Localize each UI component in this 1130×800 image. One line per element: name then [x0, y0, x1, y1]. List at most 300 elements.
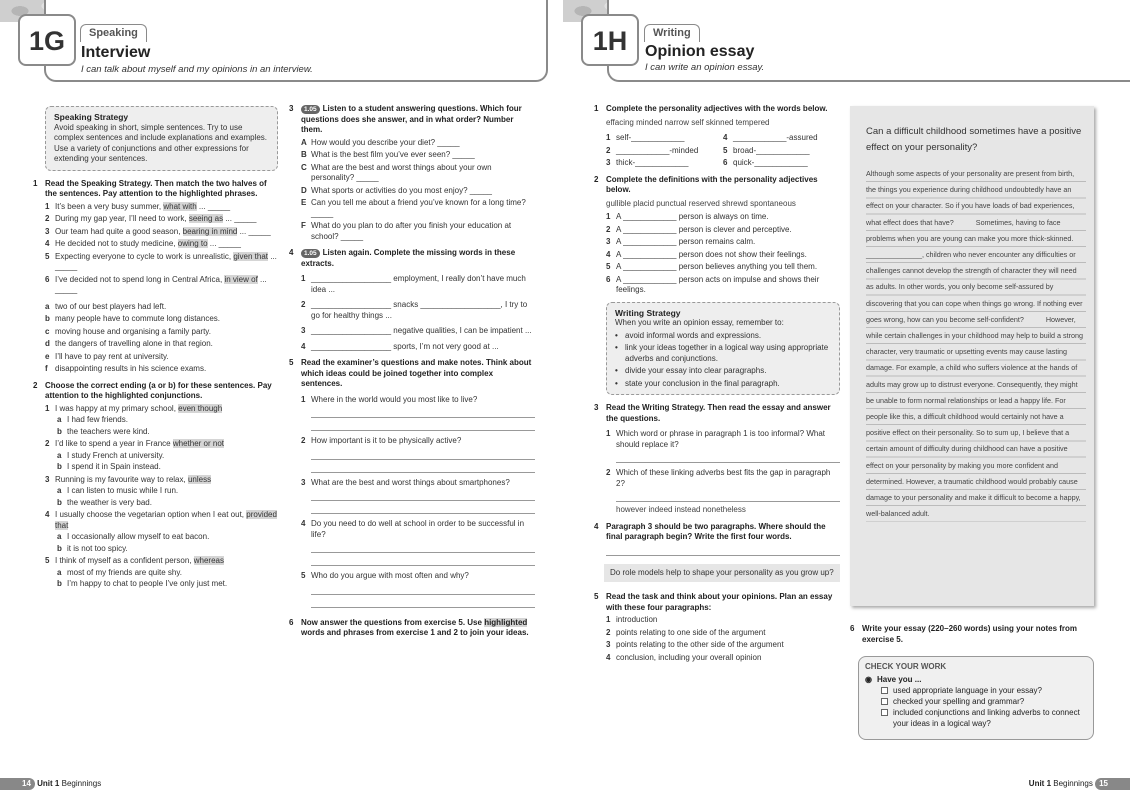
page-subtitle-right: I can write an opinion essay.	[645, 62, 765, 73]
list-item	[301, 186, 535, 197]
item-number: 6	[606, 274, 611, 284]
exercise-instruction: Read the task and think about your opinions. Plan an essay with these four paragraphs:	[606, 592, 833, 612]
item-text	[55, 239, 241, 250]
checklist-item[interactable]	[881, 707, 1085, 729]
item-number: 1	[301, 274, 306, 283]
footer-right	[1029, 778, 1130, 790]
writing-exercise-4	[594, 522, 840, 556]
exercise-instruction: Listen to a student answering questions. Which four questions does she answer, and in what order? Number them.	[301, 104, 522, 134]
item-text: What do you plan to do after you finish your education at school? _____	[311, 221, 512, 241]
model-essay	[850, 106, 1094, 606]
item-text: points relating to the other side of the argument	[616, 640, 784, 649]
list-item	[45, 475, 279, 486]
list-item	[606, 237, 840, 248]
exercise-instruction: Paragraph 3 should be two paragraphs. Where should the final paragraph begin? Write the first four words.	[606, 521, 826, 541]
exercise-number: 2	[594, 174, 599, 184]
item-number: a	[45, 301, 50, 311]
list-item	[45, 327, 279, 338]
item-number: 2	[606, 224, 611, 234]
item-text: self-____________	[616, 133, 685, 142]
checkbox[interactable]	[881, 698, 888, 705]
item-text: ____________-minded	[616, 145, 699, 155]
option-letter: b	[57, 543, 62, 553]
option-a[interactable]	[45, 532, 279, 543]
list-item	[45, 339, 279, 350]
list-item	[301, 150, 535, 161]
option-letter: a	[57, 532, 62, 541]
list-item	[45, 314, 279, 325]
exercise-number: 1	[33, 178, 38, 188]
item-text	[55, 214, 256, 225]
list-item	[45, 439, 279, 450]
writing-strategy-intro: When you write an opinion essay, remember to:	[615, 318, 784, 327]
footer-left	[0, 778, 101, 790]
bullet-icon: •	[615, 343, 618, 352]
bullet-text: divide your essay into clear paragraphs.	[625, 366, 767, 375]
item-text: __________________ snacks __________________, I try to go for healthy things ...	[311, 300, 528, 320]
item-text: Which of these linking adverbs best fits the gap in paragraph 2?	[616, 468, 831, 488]
item-number: 6	[45, 274, 50, 284]
strategy-bullet	[615, 343, 831, 364]
exercise-2	[33, 381, 279, 590]
checkbox[interactable]	[881, 687, 888, 694]
item-number: 4	[301, 519, 306, 528]
page-title-right: Opinion essay	[645, 43, 755, 60]
checklist-text: used appropriate language in your essay?	[893, 686, 1042, 695]
list-item	[45, 239, 279, 250]
item-answer-blank[interactable]: ... _____	[196, 201, 231, 211]
item-text: moving house and organising a family party.	[55, 326, 211, 336]
item-text: Which word or phrase in paragraph 1 is too informal? What should replace it?	[616, 429, 825, 449]
item-text	[55, 556, 224, 567]
option-a[interactable]	[45, 415, 279, 426]
item-number: 4	[606, 652, 611, 662]
item-number: 3	[606, 640, 611, 649]
item-number: 2	[301, 300, 306, 309]
list-item	[606, 275, 840, 296]
writing-exercise-5	[594, 592, 840, 663]
item-text	[55, 202, 230, 213]
exercise-instruction: Choose the correct ending (a or b) for these sentences. Pay attention to the highlighted conjunctions.	[45, 380, 272, 400]
exercise-number: 5	[289, 358, 294, 367]
exercise-instruction: Read the Speaking Strategy. Then match the two halves of the sentences. Pay attention to the highlighted phrases.	[45, 178, 267, 198]
item-text	[55, 404, 222, 415]
item-text: A ____________ person is always on time.	[616, 212, 769, 221]
page-number: 15	[1095, 778, 1130, 790]
option-text: it is not too spicy.	[67, 543, 128, 553]
writing-exercise-3	[594, 403, 840, 516]
item-number: 6	[723, 158, 728, 167]
item-text: A ____________ person believes anything you tell them.	[616, 262, 818, 271]
exercise-instruction-start: Now answer the questions from exercise 5. Use	[301, 617, 485, 627]
item-text: __________________ employment, I really don’t have much idea ...	[311, 274, 526, 294]
highlighted-phrase: what with	[163, 201, 197, 211]
item-text: ____________-assured	[733, 133, 818, 142]
list-item	[301, 163, 535, 184]
item-text	[55, 275, 279, 296]
list-item	[45, 404, 279, 415]
option-text: I had few friends.	[67, 415, 128, 424]
exercise-5	[289, 358, 535, 608]
highlighted-conjunction: provided that	[55, 510, 277, 530]
answer-line[interactable]	[311, 553, 535, 566]
exercise-instruction: Read the Writing Strategy. Then read the essay and answer the questions.	[606, 403, 831, 423]
strategy-bullet	[615, 366, 831, 377]
writing-exercise-6	[850, 624, 1094, 645]
highlighted-conjunction: whether or not	[172, 439, 224, 448]
item-text: disappointing results in his science exams.	[55, 364, 207, 373]
item-text-start: Our team had quite a good season,	[55, 226, 183, 236]
footer-unit-name: Beginnings	[61, 779, 102, 788]
list-item	[45, 510, 279, 531]
item-text: many people have to commute long distances.	[55, 314, 220, 323]
list-item	[606, 225, 840, 236]
highlighted-phrase: seeing as	[188, 214, 224, 223]
item-text: conclusion, including your overall opinion	[616, 652, 762, 662]
item-text: Where in the world would you most like to live?	[311, 394, 478, 404]
item-number: B	[301, 150, 307, 159]
item-text-start: It’s been a very busy summer,	[55, 201, 164, 211]
item-text: the dangers of travelling alone in that region.	[55, 339, 213, 348]
item-answer-blank[interactable]: ... _____	[207, 239, 241, 248]
item-text: points relating to one side of the argument	[616, 627, 766, 637]
highlighted-phrase: owing to	[177, 239, 208, 248]
exercise-number: 3	[289, 104, 294, 113]
item-text: broad-____________	[733, 145, 810, 155]
speaking-strategy-text: Avoid speaking in short, simple sentences. Try to use complex sentences and include explanations and examples. Use a variety of conjunctions and other expressions for extending your sentences.	[54, 122, 268, 163]
item-number: 5	[723, 145, 728, 155]
list-item	[301, 342, 535, 353]
writing-exercise-2	[594, 175, 840, 296]
option-text: I spend it in Spain instead.	[67, 462, 161, 471]
list-item	[45, 302, 279, 313]
essay-prompt-box: Do role models help to shape your personality as you grow up?	[604, 564, 840, 583]
eye-icon: ◉	[865, 675, 872, 684]
highlighted-conjunction: unless	[187, 474, 212, 484]
answer-line[interactable]	[311, 418, 535, 431]
list-item	[301, 395, 535, 406]
item-text-start: Expecting everyone to cycle to work is unrealistic,	[55, 251, 234, 261]
option-b[interactable]	[45, 462, 279, 473]
item-text-start: I’ve decided not to spend long in Central Africa,	[55, 274, 225, 284]
item-number: 3	[606, 158, 611, 167]
writing-exercise-1	[594, 104, 840, 169]
list-item	[606, 429, 840, 450]
list-item	[45, 252, 279, 273]
list-item	[301, 519, 535, 540]
highlighted-word: highlighted	[484, 617, 528, 627]
item-number: 3	[45, 474, 50, 484]
option-a[interactable]	[45, 451, 279, 462]
highlighted-phrase: bearing in mind	[182, 226, 238, 236]
essay-paragraph-1: Although some aspects of your personality are present from birth, the things you experience during childhood undoubtedly have an effect on your character. So if you have loads of bad experiences, what effect does that have?	[866, 169, 1075, 227]
exercise-instruction: Complete the personality adjectives with the words below.	[606, 104, 828, 113]
item-text: Who do you argue with most often and why?	[311, 571, 469, 580]
item-text: A ____________ person remains calm.	[616, 237, 756, 246]
item-number: C	[301, 162, 307, 172]
item-text	[55, 475, 211, 486]
list-item	[301, 300, 535, 321]
option-letter: b	[57, 426, 62, 436]
item-text: __________________ negative qualities, I can be impatient ...	[311, 326, 532, 335]
item-number: 1	[606, 212, 611, 221]
exercise-number: 4	[289, 248, 294, 257]
list-item	[723, 133, 840, 144]
linking-adverb-options: however indeed instead nonetheless	[616, 505, 746, 514]
item-number: 5	[45, 556, 50, 565]
checklist-title: CHECK YOUR WORK	[865, 662, 947, 671]
item-number: e	[45, 351, 50, 361]
list-item	[606, 146, 723, 157]
item-text: two of our best players had left.	[55, 301, 167, 311]
list-item	[301, 138, 535, 149]
audio-track-badge[interactable]: 1.05	[301, 249, 320, 258]
exercise-number: 6	[850, 624, 855, 633]
item-number: 2	[606, 468, 611, 477]
highlighted-phrase: in view of	[224, 274, 258, 284]
answer-line[interactable]	[616, 489, 840, 502]
checklist-text: checked your spelling and grammar?	[893, 697, 1025, 706]
writing-strategy-box	[606, 302, 840, 396]
option-letter: a	[57, 567, 62, 577]
checkbox[interactable]	[881, 709, 888, 716]
list-item	[606, 468, 840, 489]
essay-paragraph-3: However, while certain challenges in your childhood may help to build a strong character, very traumatic or upsetting events may cause lasting damage. For example, a child who suffers violence at the hands of adults may grow up to distrust everyone. Consequently, they might be unable to form normal relationships or lead a happy life. For people like this, a difficult childhood would certainly not have a positive effect on their personality. So to sum up, I believe that a certain amount of difficulty during childhood can have a positive effect on your personality by making you more confident and determined. However, a traumatic childhood would probably cause damage to your personality and make it difficult to become a happy, well-balanced adult.	[866, 314, 1083, 519]
exercise-number: 5	[594, 592, 599, 601]
item-number: 1	[606, 615, 611, 624]
list-item	[606, 262, 840, 273]
list-item	[606, 212, 840, 223]
speaking-strategy-box	[45, 106, 278, 171]
item-text: quick-____________	[733, 158, 808, 167]
option-b[interactable]	[45, 498, 279, 509]
item-number: 4	[45, 510, 50, 519]
item-number: 2	[606, 145, 611, 155]
column-2	[289, 104, 535, 639]
item-text	[55, 252, 279, 273]
item-text	[55, 439, 224, 450]
checklist-item[interactable]	[881, 696, 1085, 707]
item-number: 4	[723, 133, 728, 142]
bullet-icon: •	[615, 330, 618, 340]
item-number: 2	[301, 436, 306, 445]
item-number: D	[301, 185, 307, 195]
checklist-text: included conjunctions and linking adverbs to connect your ideas in a logical way?	[893, 708, 1080, 728]
list-item	[45, 275, 279, 296]
item-text-start: Running is my favourite way to relax,	[55, 474, 188, 484]
strategy-bullet	[615, 331, 831, 342]
list-item	[45, 364, 279, 375]
item-number: 5	[606, 262, 611, 271]
option-b[interactable]	[45, 579, 279, 590]
exercise-3	[289, 104, 535, 242]
list-item	[301, 436, 535, 447]
bullet-text: link your ideas together in a logical way using appropriate adverbs and conjunctions.	[625, 343, 829, 363]
item-number: d	[45, 339, 50, 348]
list-item	[45, 214, 279, 225]
bullet-icon: •	[615, 366, 618, 375]
exercise-number: 4	[594, 521, 599, 531]
option-letter: b	[57, 462, 62, 471]
highlighted-conjunction: even though	[178, 403, 223, 413]
lesson-code-left: 1G	[18, 14, 76, 66]
exercise-instruction-end: words and phrases from exercise 1 and 2 to join your ideas.	[301, 628, 529, 637]
item-text: thick-____________	[616, 158, 689, 167]
bullet-text: state your conclusion in the final paragraph.	[625, 378, 780, 388]
list-item	[301, 198, 535, 219]
option-text: most of my friends are quite shy.	[67, 567, 183, 577]
answer-line[interactable]	[311, 405, 535, 418]
list-item	[606, 628, 840, 639]
answer-line[interactable]	[311, 501, 535, 514]
item-number: E	[301, 198, 307, 207]
exercise-4	[289, 248, 535, 352]
option-a[interactable]	[45, 486, 279, 497]
item-text: What are the best and worst things about smartphones?	[311, 477, 510, 487]
list-item	[606, 250, 840, 261]
exercise-instruction: Listen again. Complete the missing words in these extracts.	[301, 248, 516, 268]
item-number: 2	[45, 214, 50, 223]
essay-paragraph-2: Sometimes, having to face problems when you are young can make you more thick-skinned. ______________, children who never encounter any difficulties or challenges cannot develop the strength of character they will need as adults. In other words, you only become self-assured by discovering that you can cope when things go wrong. If nothing ever goes wrong, how can you become self-confident?	[866, 217, 1083, 324]
exercise-6	[289, 618, 535, 639]
item-text: A ____________ person does not show their feelings.	[616, 249, 807, 259]
item-text: __________________ sports, I’m not very good at ...	[311, 341, 499, 351]
list-item	[606, 653, 840, 664]
item-answer-blank[interactable]: ... _____	[223, 214, 257, 223]
item-number: 1	[606, 133, 611, 142]
list-item	[301, 221, 535, 242]
item-number: 4	[45, 239, 50, 248]
list-item	[606, 133, 723, 144]
answer-line[interactable]	[311, 582, 535, 595]
item-text	[55, 227, 271, 238]
answer-line[interactable]	[311, 460, 535, 473]
answer-line[interactable]	[311, 540, 535, 553]
option-text: I can listen to music while I run.	[67, 486, 179, 495]
item-text: What is the best film you’ve ever seen? _____	[311, 150, 475, 159]
item-number: 3	[301, 477, 306, 487]
footer-unit: Unit 1	[37, 779, 60, 788]
item-number: 5	[45, 251, 50, 261]
item-number: A	[301, 137, 307, 147]
list-item	[301, 326, 535, 337]
exercise-number: 2	[33, 380, 38, 390]
item-text: A ____________ person acts on impulse and shows their feelings.	[616, 274, 820, 294]
item-answer-blank[interactable]: ... _____	[55, 251, 277, 271]
list-item	[301, 274, 535, 295]
page-number: 14	[0, 778, 35, 790]
item-text-start: He decided not to study medicine,	[55, 239, 178, 248]
list-item	[606, 158, 723, 169]
item-text: I’ll have to pay rent at university.	[55, 351, 169, 361]
bullet-icon: •	[615, 378, 618, 388]
item-text: introduction	[616, 615, 658, 624]
answer-line[interactable]	[616, 450, 840, 463]
item-number: 1	[301, 394, 306, 404]
list-item	[723, 146, 840, 157]
item-answer-blank[interactable]: ... _____	[237, 226, 271, 236]
list-item	[301, 571, 535, 582]
option-text: the teachers were kind.	[67, 426, 150, 436]
item-text-start: I was happy at my primary school,	[55, 403, 179, 413]
word-bank: effacing minded narrow self skinned tempered	[606, 117, 770, 127]
list-item	[301, 478, 535, 489]
item-answer-blank[interactable]: ... _____	[55, 274, 267, 294]
checklist-item[interactable]	[881, 685, 1085, 696]
item-text: Do you need to do well at school in order to be successful in life?	[311, 519, 525, 539]
exercise-instruction: Write your essay (220–260 words) using your notes from exercise 5.	[862, 624, 1078, 644]
lesson-code-right: 1H	[581, 14, 639, 66]
item-number: 4	[301, 341, 306, 351]
list-item	[45, 227, 279, 238]
word-bank: gullible placid punctual reserved shrewd spontaneous	[606, 198, 796, 208]
item-text-start: I think of myself as a confident person,	[55, 556, 194, 565]
highlighted-phrase: given that	[233, 251, 269, 261]
bullet-text: avoid informal words and expressions.	[625, 330, 762, 340]
item-number: 3	[606, 237, 611, 246]
option-b[interactable]	[45, 427, 279, 438]
check-your-work-box	[858, 656, 1094, 740]
speaking-strategy-title: Speaking Strategy	[54, 112, 129, 122]
item-text: How would you describe your diet? _____	[311, 137, 460, 147]
item-text: What are the best and worst things about your own personality? _____	[311, 162, 492, 182]
list-item	[45, 556, 279, 567]
option-letter: a	[57, 450, 62, 460]
section-tab-left: Speaking	[80, 24, 147, 42]
item-number: 3	[45, 226, 50, 236]
option-a[interactable]	[45, 568, 279, 579]
exercise-number: 1	[594, 104, 599, 113]
writing-strategy-title: Writing Strategy	[615, 307, 681, 318]
item-text-start: I’d like to spend a year in France	[55, 439, 173, 448]
option-text: I’m happy to chat to people I’ve only just met.	[67, 579, 228, 588]
answer-line[interactable]	[606, 543, 840, 556]
item-number: 2	[45, 439, 50, 448]
item-number: b	[45, 314, 50, 323]
exercise-instruction: Complete the definitions with the personality adjectives below.	[606, 174, 818, 194]
footer-unit: Unit 1	[1028, 779, 1052, 788]
answer-line[interactable]	[311, 447, 535, 460]
list-item	[45, 202, 279, 213]
list-item	[606, 640, 840, 651]
item-text-start: During my gap year, I’ll need to work,	[55, 214, 189, 223]
item-text: What sports or activities do you most enjoy? _____	[311, 185, 492, 195]
option-letter: a	[57, 486, 62, 495]
audio-track-badge[interactable]: 1.05	[301, 105, 320, 114]
essay-question: Can a difficult childhood sometimes have a positive effect on your personality?	[866, 126, 1082, 153]
exercise-number: 3	[594, 403, 599, 412]
item-number: f	[45, 364, 48, 373]
item-number: 2	[606, 627, 611, 637]
checklist-have-you: Have you ...	[877, 675, 922, 684]
strategy-bullet	[615, 379, 831, 390]
page-title-left: Interview	[81, 44, 151, 61]
item-number: F	[301, 221, 306, 230]
answer-line[interactable]	[311, 595, 535, 608]
option-text: I study French at university.	[67, 450, 165, 460]
option-text: the weather is very bad.	[67, 497, 152, 507]
option-letter: b	[57, 497, 62, 507]
item-text: Can you tell me about a friend you’ve known for a long time? _____	[311, 198, 526, 218]
answer-line[interactable]	[311, 488, 535, 501]
item-text: How important is it to be physically active?	[311, 436, 462, 445]
item-number: 1	[45, 403, 50, 413]
footer-unit-name: Beginnings	[1053, 779, 1093, 788]
highlighted-conjunction: whereas	[193, 556, 224, 565]
item-number: 1	[45, 201, 50, 211]
option-b[interactable]	[45, 544, 279, 555]
option-letter: b	[57, 579, 62, 588]
